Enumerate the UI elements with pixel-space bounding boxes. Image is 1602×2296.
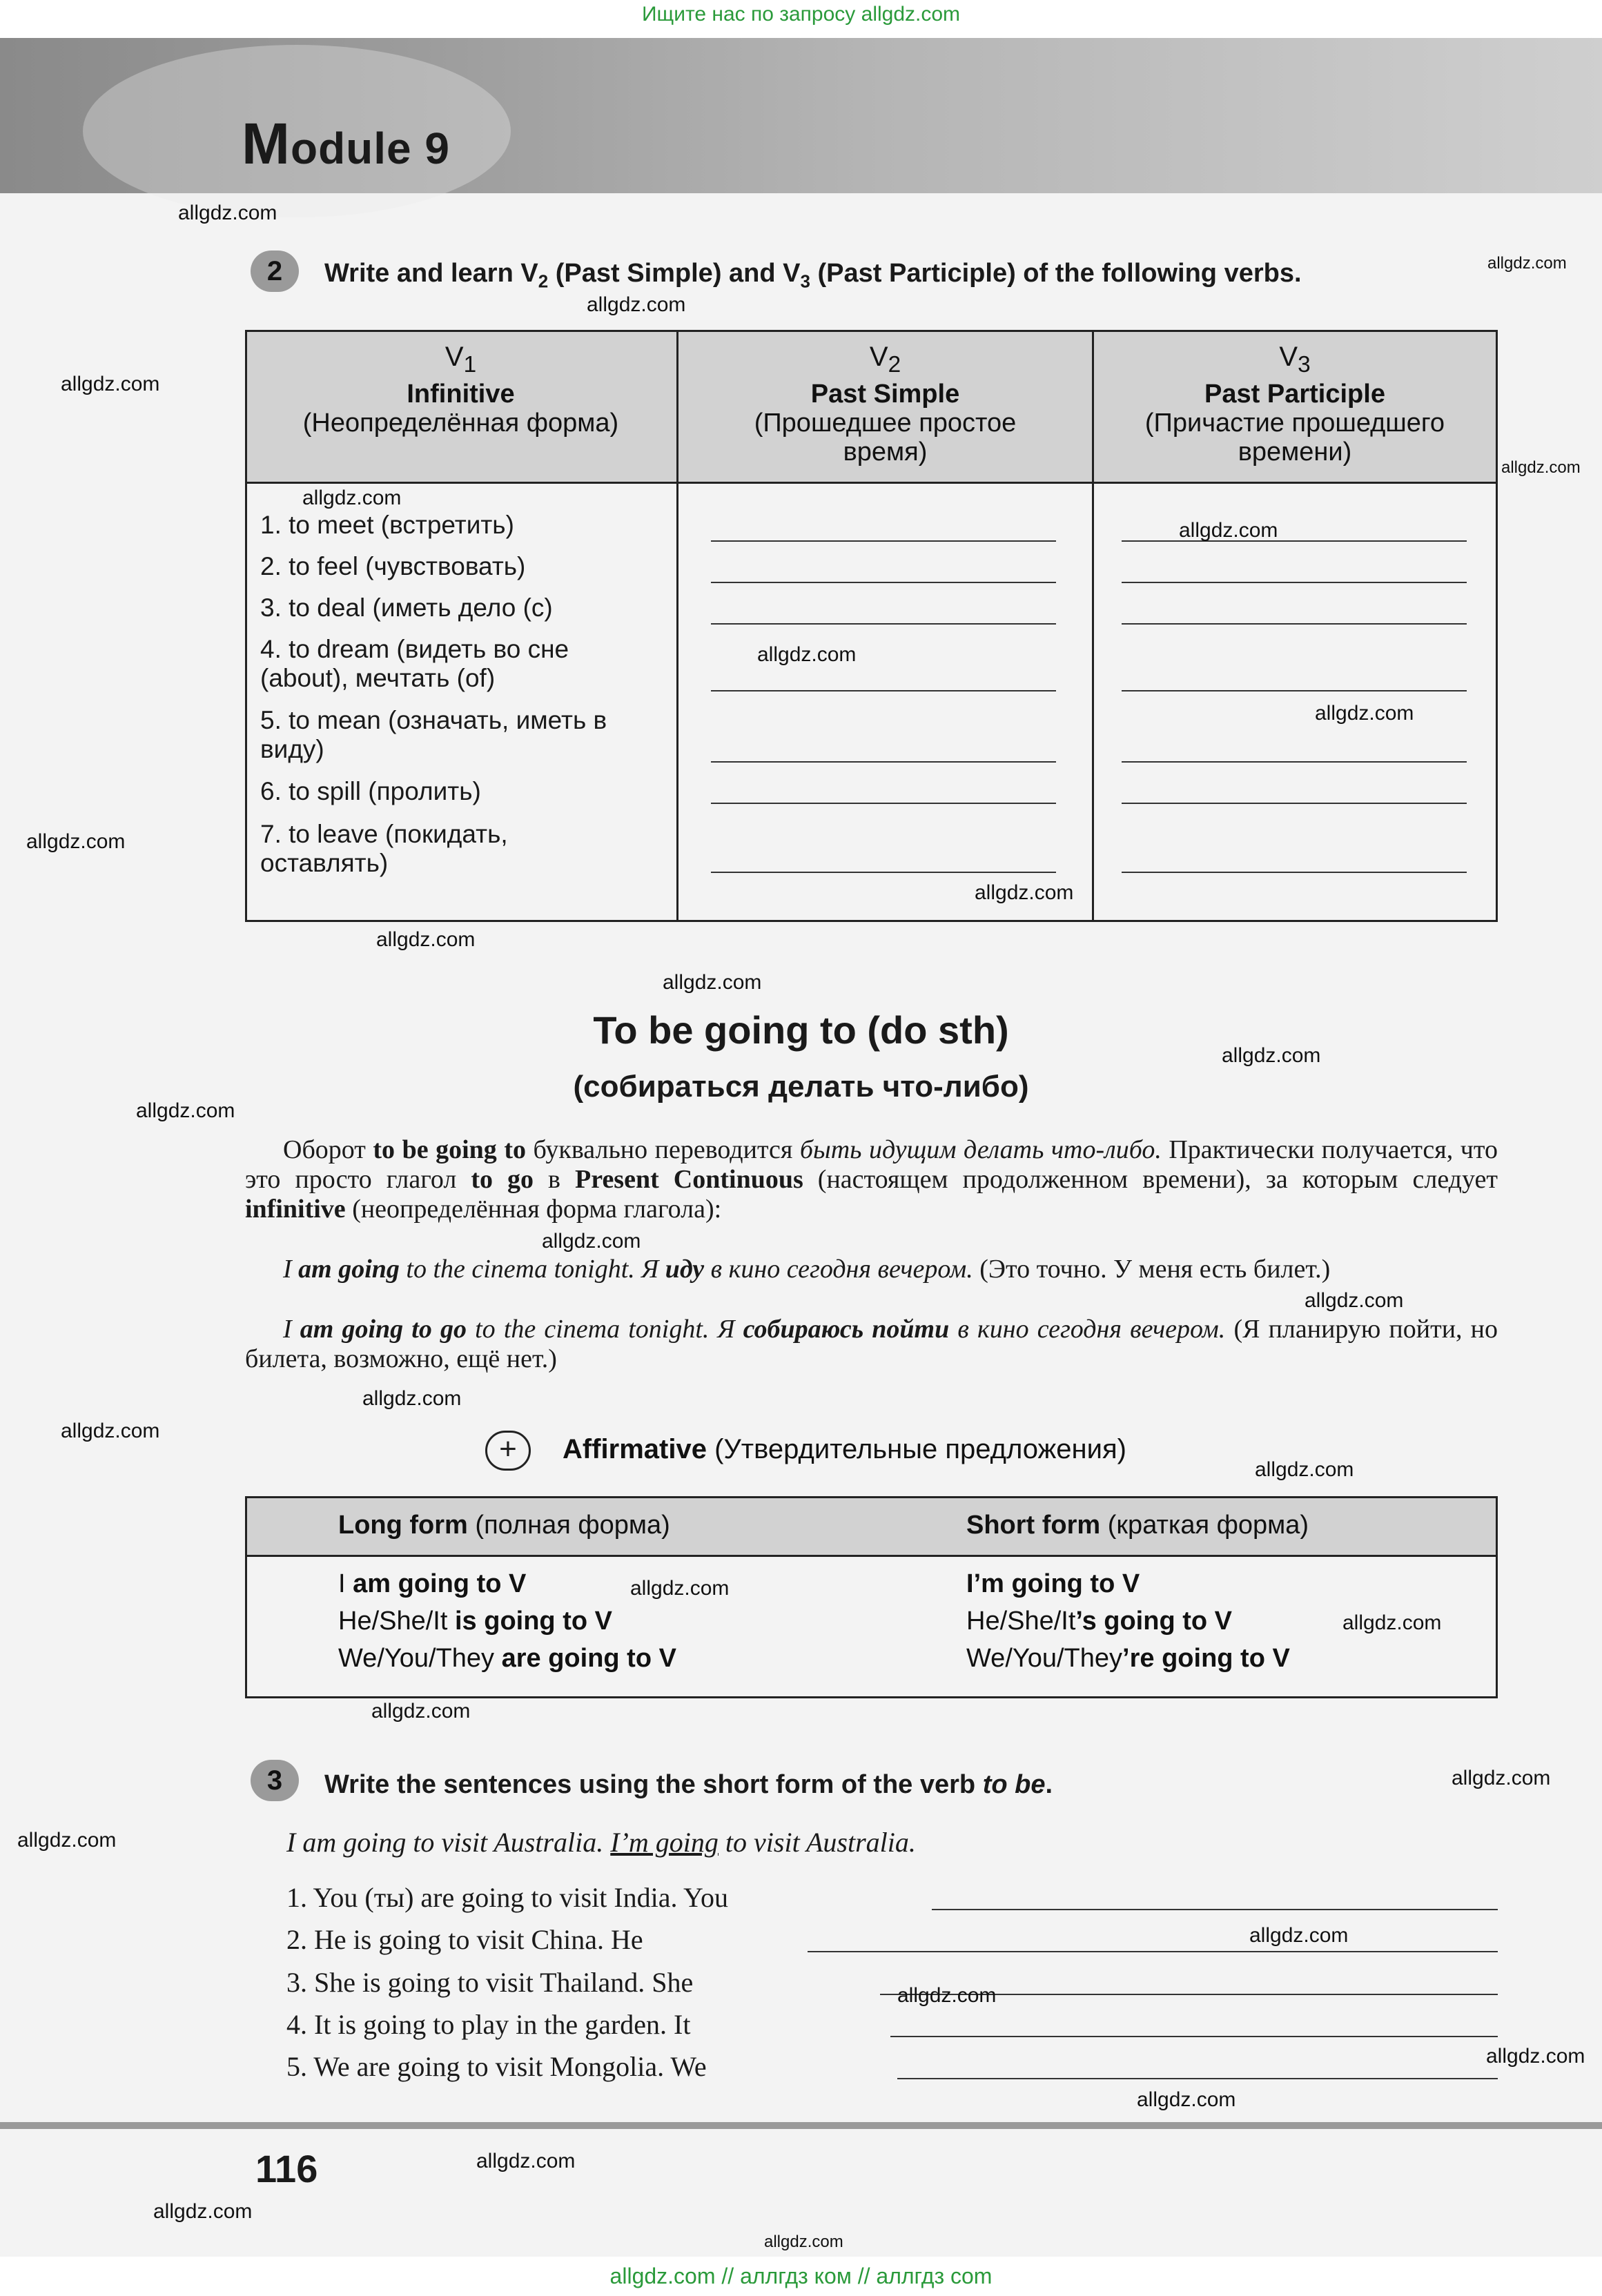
- task-3-example: I am going to visit Australia. I’m going to visit Australia.: [286, 1827, 916, 1858]
- verb-row-6: 6. to spill (пролить): [260, 777, 481, 805]
- watermark: allgdz.com: [975, 881, 1074, 904]
- task-3-item-1: 1. You (ты) are going to visit India. You: [286, 1882, 728, 1913]
- task-3-item-4: 4. It is going to play in the garden. It: [286, 2009, 691, 2040]
- short-form-2: He/She/It’s going to V: [966, 1607, 1232, 1636]
- watermark: allgdz.com: [371, 1700, 471, 1723]
- watermark: allgdz.com: [17, 1829, 117, 1852]
- watermark: allgdz.com: [302, 487, 402, 509]
- answer-blank-v3-3[interactable]: [1122, 623, 1467, 625]
- task-3-instruction: Write the sentences using the short form of the verb to be.: [324, 1770, 1053, 1799]
- short-form-header: Short form (краткая форма): [966, 1511, 1309, 1540]
- answer-blank-v2-1[interactable]: [711, 540, 1056, 542]
- answer-blank-v3-7[interactable]: [1122, 872, 1467, 873]
- grammar-explanation: Оборот to be going to буквально переводится быть идущим делать что-либо. Практически получается, что это просто глагол to go в Present Continuous (настоящем продолженном времени), за которым следует infinitive (неопределённая форма глагола):: [245, 1135, 1498, 1224]
- plus-icon: +: [485, 1431, 531, 1471]
- short-form-1: I’m going to V: [966, 1569, 1140, 1598]
- watermark: allgdz.com: [1487, 254, 1567, 273]
- answer-blank-v2-7[interactable]: [711, 872, 1056, 873]
- watermark: allgdz.com: [1137, 2088, 1236, 2111]
- answer-blank-v2-4[interactable]: [711, 690, 1056, 691]
- answer-blank-v2-6[interactable]: [711, 803, 1056, 804]
- watermark: allgdz.com: [587, 293, 686, 316]
- watermark: allgdz.com: [178, 202, 277, 224]
- task-3-blank-5[interactable]: [897, 2078, 1498, 2079]
- forms-table: [245, 1496, 1498, 1698]
- module-title: Module 9: [242, 111, 451, 176]
- column-header-v1: $V_1$ Infinitive (Неопределённая форма): [302, 342, 619, 438]
- column-header-v3: $V_3$ Past Participle (Причастие прошедшего времени): [1144, 342, 1445, 467]
- watermark: allgdz.com: [764, 2233, 843, 2251]
- affirmative-heading: Affirmative (Утвердительные предложения): [563, 1434, 1126, 1464]
- answer-blank-v2-5[interactable]: [711, 761, 1056, 763]
- watermark: allgdz.com: [153, 2200, 253, 2223]
- watermark: allgdz.com: [1305, 1289, 1404, 1312]
- verb-row-2: 2. to feel (чувствовать): [260, 552, 526, 580]
- task-3-item-5: 5. We are going to visit Mongolia. We: [286, 2051, 707, 2082]
- watermark: allgdz.com: [663, 971, 762, 994]
- watermark: allgdz.com: [630, 1577, 730, 1600]
- watermark: allgdz.com: [1315, 702, 1414, 725]
- module-header: [0, 38, 1602, 193]
- verb-row-3: 3. to deal (иметь дело (с): [260, 593, 553, 622]
- watermark: allgdz.com: [1255, 1458, 1354, 1481]
- long-form-3: We/You/They are going to V: [338, 1644, 676, 1673]
- watermark: allgdz.com: [376, 928, 476, 951]
- site-banner-link[interactable]: Ищите нас по запросу allgdz.com: [641, 3, 961, 26]
- grammar-example-1: I am going to the cinema tonight. Я иду в кино сегодня вечером. (Это точно. У меня есть билет.): [283, 1255, 1331, 1284]
- watermark: allgdz.com: [897, 1984, 997, 2007]
- verb-row-7: 7. to leave (покидать, оставлять): [260, 820, 508, 877]
- task-3-blank-2[interactable]: [808, 1951, 1498, 1952]
- long-form-2: He/She/It is going to V: [338, 1607, 612, 1636]
- verb-row-4: 4. to dream (видеть во сне (about), мечтать (of): [260, 635, 569, 692]
- task-3-item-2: 2. He is going to visit China. He: [286, 1924, 643, 1955]
- watermark: allgdz.com: [1249, 1924, 1349, 1947]
- watermark: allgdz.com: [362, 1387, 462, 1410]
- watermark: allgdz.com: [1222, 1044, 1321, 1067]
- grammar-title: To be going to (do sth): [593, 1008, 1009, 1052]
- watermark: allgdz.com: [26, 830, 126, 853]
- long-form-1: I am going to V: [338, 1569, 527, 1598]
- grammar-example-2: I am going to go to the cinema tonight. Я собираюсь пойти в кино сегодня вечером. (Я планирую пойти, но билета, возможно, ещё нет.): [245, 1315, 1498, 1373]
- watermark: allgdz.com: [136, 1099, 235, 1122]
- watermark: allgdz.com: [542, 1230, 641, 1253]
- task-2-number: 2: [251, 251, 299, 292]
- watermark: allgdz.com: [61, 1420, 160, 1442]
- short-form-3: We/You/They’re going to V: [966, 1644, 1290, 1673]
- answer-blank-v3-2[interactable]: [1122, 582, 1467, 583]
- verb-table: [245, 330, 1498, 922]
- task-3-number: 3: [251, 1760, 299, 1801]
- task-3-item-3: 3. She is going to visit Thailand. She: [286, 1967, 694, 1998]
- long-form-header: Long form (полная форма): [338, 1511, 670, 1540]
- page-number: 116: [255, 2147, 318, 2190]
- footer-links[interactable]: allgdz.com // аллгдз ком // аллгдз com: [609, 2264, 993, 2288]
- task-2-instruction: Write and learn $V_2$ (Past Simple) and $V_3$ (Past Participle) of the following verbs.: [324, 259, 1302, 292]
- answer-blank-v2-3[interactable]: [711, 623, 1056, 625]
- watermark: allgdz.com: [61, 373, 160, 395]
- watermark: allgdz.com: [476, 2150, 576, 2172]
- watermark: allgdz.com: [1501, 458, 1581, 477]
- answer-blank-v3-5[interactable]: [1122, 761, 1467, 763]
- answer-blank-v3-1[interactable]: [1122, 540, 1467, 542]
- watermark: allgdz.com: [1179, 519, 1278, 542]
- answer-blank-v3-6[interactable]: [1122, 803, 1467, 804]
- footer-rule: [0, 2122, 1602, 2129]
- answer-blank-v3-4[interactable]: [1122, 690, 1467, 691]
- task-3-blank-4[interactable]: [890, 2036, 1498, 2037]
- watermark: allgdz.com: [1486, 2045, 1585, 2068]
- watermark: allgdz.com: [757, 643, 857, 666]
- task-3-blank-1[interactable]: [932, 1909, 1498, 1910]
- watermark: allgdz.com: [1452, 1767, 1551, 1789]
- verb-row-1: 1. to meet (встретить): [260, 511, 514, 539]
- column-header-v2: $V_2$ Past Simple (Прошедшее простое время): [754, 342, 1017, 467]
- watermark: allgdz.com: [1342, 1611, 1442, 1634]
- answer-blank-v2-2[interactable]: [711, 582, 1056, 583]
- grammar-subtitle: (собираться делать что-либо): [573, 1070, 1029, 1103]
- verb-row-5: 5. to mean (означать, иметь в виду): [260, 706, 607, 763]
